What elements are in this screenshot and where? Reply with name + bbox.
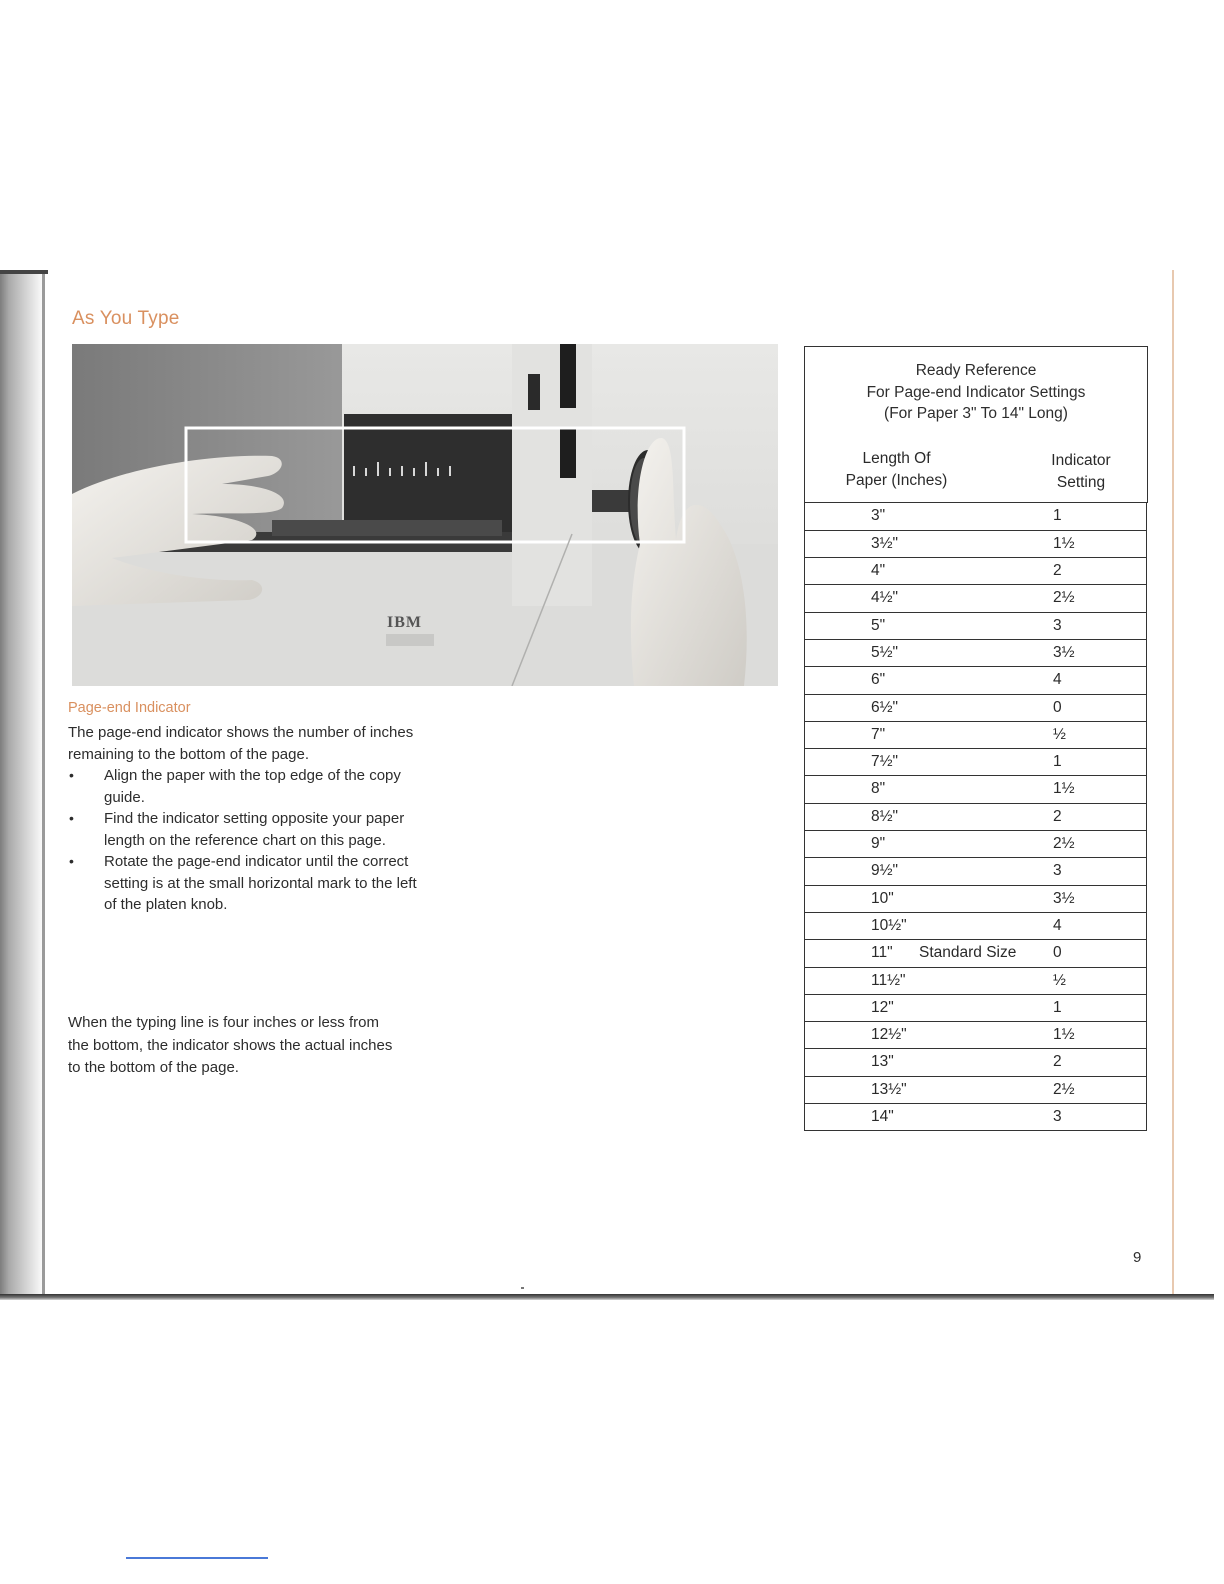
list-item: • Align the paper with the top edge of the copy guide. xyxy=(69,767,401,806)
indicator-setting-cell: ½ xyxy=(1053,725,1066,743)
ibm-logo: IBM xyxy=(387,614,422,631)
table-row xyxy=(804,722,1147,749)
table-row xyxy=(804,1104,1147,1131)
indicator-setting-cell: 3 xyxy=(1053,1108,1062,1126)
table-row xyxy=(804,640,1147,667)
indicator-setting-cell: 0 xyxy=(1053,944,1062,962)
section-body xyxy=(68,722,418,916)
table-row xyxy=(804,667,1147,694)
paper-length-cell: 8" xyxy=(871,780,886,798)
paper-length-cell: 3½" xyxy=(871,534,899,552)
indicator-setting-cell: 3 xyxy=(1053,862,1062,880)
paper-length-cell: 11" xyxy=(871,944,893,962)
instruction-list xyxy=(68,765,418,916)
table-row xyxy=(804,558,1147,585)
indicator-setting-cell: 3½ xyxy=(1053,889,1075,907)
column-header-length: Length Of Paper (Inches) xyxy=(845,450,948,489)
table-row xyxy=(804,585,1147,612)
paper-length-cell: 6½" xyxy=(871,698,899,716)
paper-length-cell: 10" xyxy=(871,889,894,907)
indicator-setting-cell: 2 xyxy=(1053,1053,1062,1071)
table-row xyxy=(804,1049,1147,1076)
list-item: • Rotate the page-end indicator until the correct setting is at the small horizontal mark to the left of the platen knob. xyxy=(69,853,417,913)
table-row xyxy=(804,1077,1147,1104)
indicator-setting-cell: 2½ xyxy=(1053,589,1075,607)
binding-shadow xyxy=(0,270,44,1297)
table-row xyxy=(804,776,1147,803)
indicator-setting-cell: 1 xyxy=(1053,998,1062,1016)
paper-length-cell: 9½" xyxy=(871,862,899,880)
table-row xyxy=(804,913,1147,940)
paper-length-cell: 12" xyxy=(871,998,894,1016)
table-row xyxy=(804,858,1147,885)
paper-length-cell: 8½" xyxy=(871,807,899,825)
table-row xyxy=(804,831,1147,858)
list-item: • Find the indicator setting opposite your paper length on the reference chart on this page. xyxy=(69,810,405,849)
paper-length-cell: 7½" xyxy=(871,753,899,771)
paper-length-cell: 13½" xyxy=(871,1080,907,1098)
section-title: Page-end Indicator xyxy=(68,700,191,716)
page-heading: As You Type xyxy=(72,308,180,329)
indicator-setting-cell: 2 xyxy=(1053,562,1062,580)
typewriter-photo xyxy=(72,344,778,686)
closing-paragraph: When the typing line is four inches or less from the bottom, the indicator shows the actual inches to the bottom of the page. xyxy=(68,1014,393,1076)
reference-rows xyxy=(804,502,1148,1131)
table-row xyxy=(804,531,1147,558)
top-rule xyxy=(0,270,48,274)
table-row xyxy=(804,502,1147,531)
indicator-setting-cell: ½ xyxy=(1053,971,1066,989)
paper-length-cell: 4½" xyxy=(871,589,899,607)
table-row xyxy=(804,749,1147,776)
page-number: 9 xyxy=(1133,1249,1142,1266)
table-row xyxy=(804,1022,1147,1049)
size-note-cell: Standard Size xyxy=(919,944,1017,962)
indicator-setting-cell: 3 xyxy=(1053,616,1062,634)
paper-length-cell: 12½" xyxy=(871,1026,907,1044)
indicator-setting-cell: 2½ xyxy=(1053,1080,1075,1098)
indicator-setting-cell: 1½ xyxy=(1053,534,1075,552)
paper-length-cell: 10½" xyxy=(871,916,907,934)
paper-length-cell: 14" xyxy=(871,1108,894,1126)
table-row xyxy=(804,613,1147,640)
section-intro: The page-end indicator shows the number of inches remaining to the bottom of the page. xyxy=(68,724,414,763)
indicator-setting-cell: 0 xyxy=(1053,698,1062,716)
table-row xyxy=(804,968,1147,995)
table-row xyxy=(804,886,1147,913)
reference-table xyxy=(804,346,1148,1142)
paper-length-cell: 11½" xyxy=(871,971,906,989)
indicator-setting-cell: 3½ xyxy=(1053,643,1075,661)
indicator-setting-cell: 2 xyxy=(1053,807,1062,825)
scan-speck xyxy=(521,1287,524,1289)
indicator-setting-cell: 4 xyxy=(1053,671,1062,689)
link-underline[interactable] xyxy=(126,1557,268,1559)
indicator-setting-cell: 1½ xyxy=(1053,1026,1075,1044)
paper-length-cell: 9" xyxy=(871,835,886,853)
indicator-setting-cell: 2½ xyxy=(1053,835,1075,853)
table-row xyxy=(804,995,1147,1022)
paper-length-cell: 5½" xyxy=(871,643,899,661)
bottom-rule xyxy=(0,1294,1214,1300)
table-row xyxy=(804,695,1147,722)
indicator-setting-cell: 1 xyxy=(1053,507,1062,524)
paper-length-cell: 5" xyxy=(871,616,886,634)
bullet-icon: • xyxy=(69,767,74,783)
indicator-setting-cell: 1 xyxy=(1053,753,1062,771)
table-row xyxy=(804,804,1147,831)
binding-edge xyxy=(42,270,45,1297)
right-margin-rule xyxy=(1172,270,1174,1294)
paper-length-cell: 3" xyxy=(871,507,886,524)
table-row xyxy=(804,940,1147,967)
indicator-setting-cell: 4 xyxy=(1053,916,1062,934)
indicator-setting-cell: 1½ xyxy=(1053,780,1075,798)
bullet-icon: • xyxy=(69,853,74,869)
paper-length-cell: 13" xyxy=(871,1053,894,1071)
paper-length-cell: 6" xyxy=(871,671,886,689)
paper-length-cell: 4" xyxy=(871,562,886,580)
bullet-icon: • xyxy=(69,810,74,826)
paper-length-cell: 7" xyxy=(871,725,886,743)
reference-title: Ready Reference For Page-end Indicator Settings (For Paper 3" To 14" Long) xyxy=(866,362,1086,422)
column-header-setting: Indicator Setting xyxy=(1051,452,1111,491)
